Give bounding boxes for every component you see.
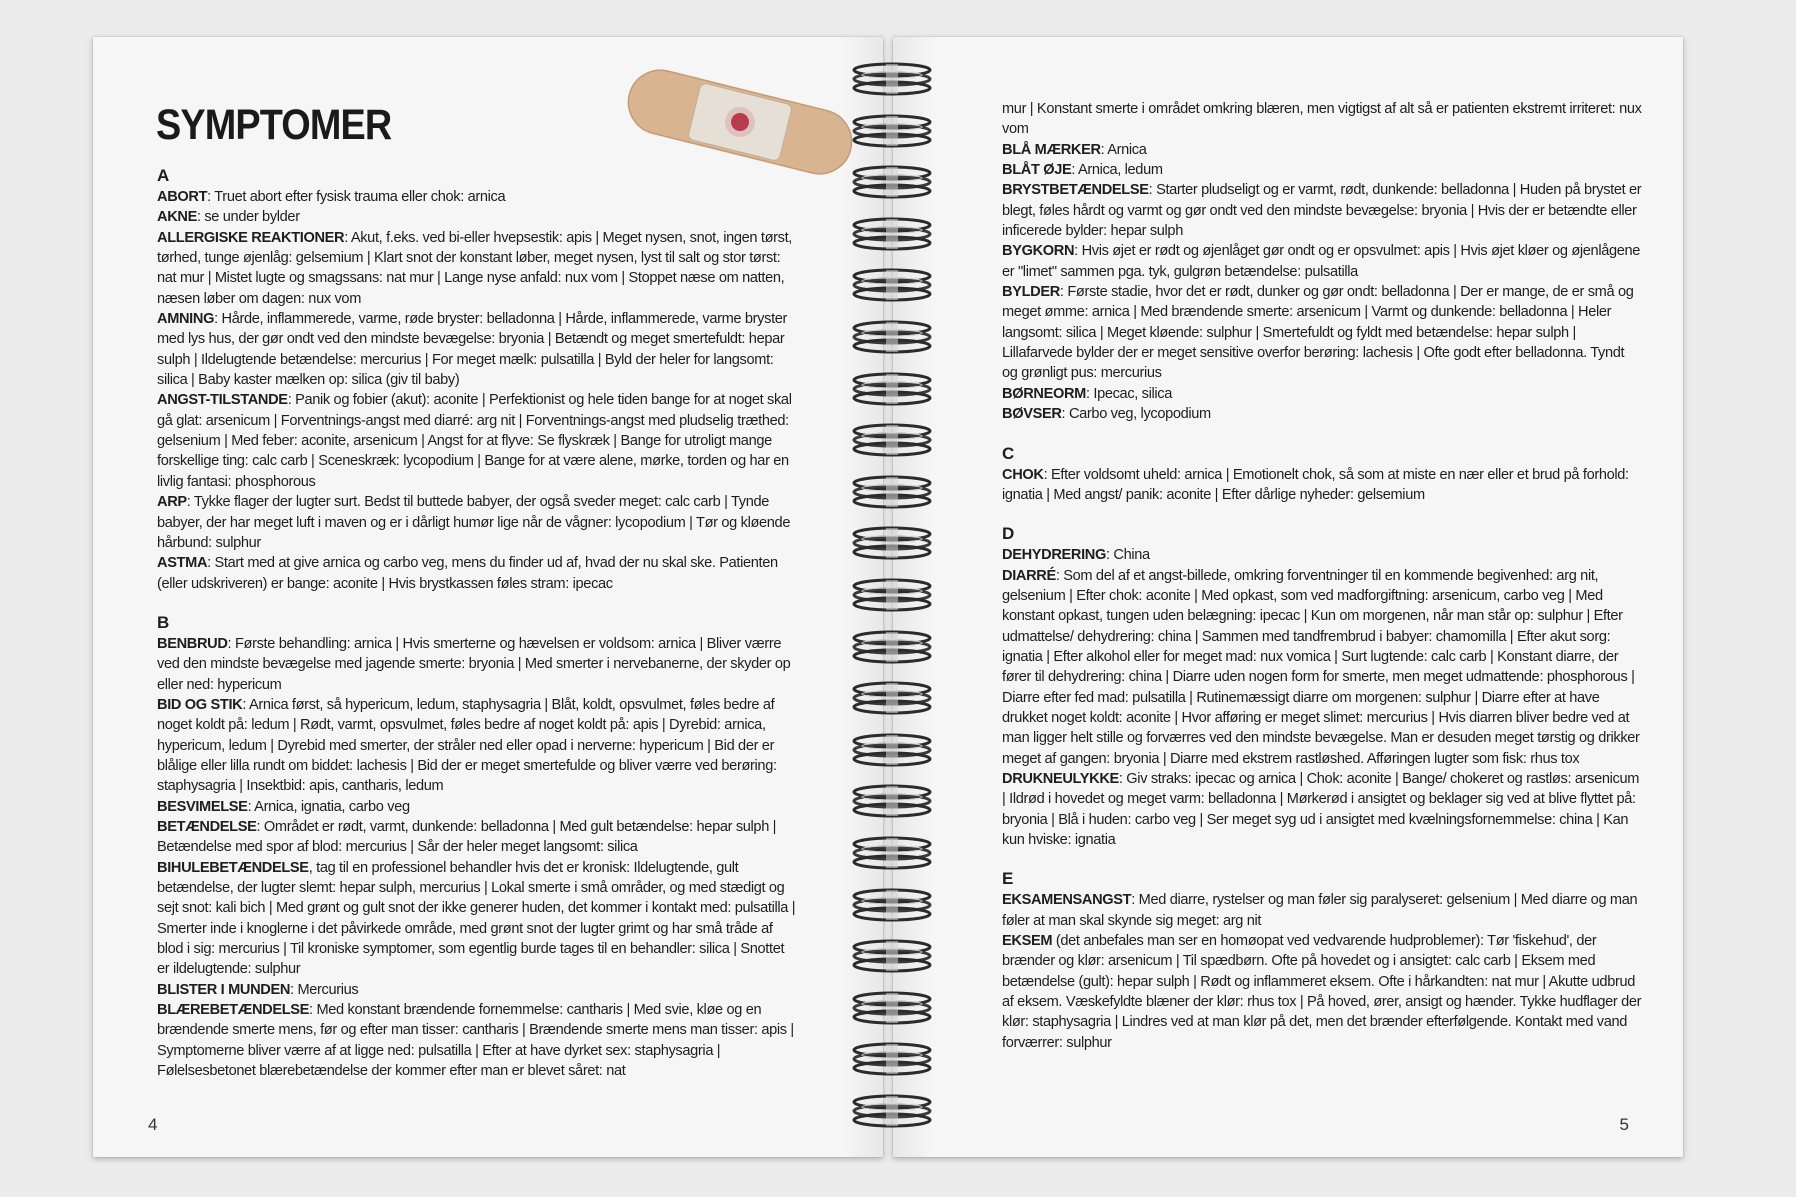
symptom-description: : Arnica først, så hypericum, ledum, staphysagria | Blåt, koldt, opsvulmet, føles bedre af noget koldt på: ledum | Rødt, varmt, opsvulmet, føles bedre af noget koldt på: apis | Dyrebid: arnica, hypericum, ledum | Dyrebid med smerter, der stråler ned eller opad i nerverne: hypericum | Bid der er blålige eller lilla rundt om biddet: lachesis | Bid der er meget smertefulde og bliver værre ved berøring: staphysagria | Insektbid: apis, cantharis, ledum	[157, 696, 777, 795]
spiral-ring	[852, 939, 932, 973]
symptom-entry	[1002, 890, 1642, 931]
symptom-entry	[157, 1000, 797, 1081]
left-page	[93, 37, 883, 1157]
symptom-description: : Hvis øjet er rødt og øjenlåget gør ondt og er opsvulmet: apis | Hvis øjet kløer og øjenlågene er "limet" sammen pga. tyk, gulgrøn betændelse: pulsatilla	[1002, 243, 1641, 280]
symptom-entry	[1002, 384, 1642, 404]
symptom-description: : Med konstant brændende fornemmelse: cantharis | Med svie, kløe og en brændende smerte mens, før og efter man tisser: cantharis | Brændende smerte mens man tisser: apis | Symptomerne bliver værre af at ligge ned: pulsatilla | Efter at have dyrket sex: staphysagria | Følelsesbetonet blærebetændelse der kommer efter man er blevet såret: nat	[157, 1002, 794, 1080]
symptom-description: : Arnica	[1100, 141, 1147, 158]
symptom-entry	[157, 980, 797, 1000]
symptom-term: BØVSER	[1002, 406, 1062, 423]
symptom-entry	[1002, 545, 1642, 565]
symptom-description: : Hårde, inflammerede, varme, røde bryster: belladonna | Hårde, inflammerede, varme bryster med lys hus, der gør ondt ved den mindste bevægelse: bryonia | Betændt og meget smertefuldt: hepar sulph | Ildelugtende betændelse: mercurius | For meget mælk: pulsatilla | Byld der heler for langsomt: silica | Baby kaster mælken op: silica (giv til baby)	[157, 311, 788, 389]
symptom-term: BENBRUD	[157, 635, 228, 652]
symptom-description: : Med diarre, rystelser og man føler sig paralyseret: gelsenium | Med diarre og man føler at man skal skynde sig meget: arg nit	[1002, 892, 1638, 929]
symptom-entry	[157, 492, 797, 553]
spiral-ring	[852, 1094, 932, 1128]
spiral-ring	[852, 372, 932, 406]
spiral-ring	[852, 526, 932, 560]
symptom-term: AKNE	[157, 209, 197, 226]
symptom-description: : Panik og fobier (akut): aconite | Perfektionist og hele tiden bange for at noget skal gå glat: arsenicum | Forventnings-angst med diarré: arg nit | Forventnings-angst med pludselig træthed: gelsenium | Med feber: aconite, arsenicum | Angst for at flyve: Se flyskræk | Bange for utroligt mange forskellige ting: calc carb | Sceneskræk: lycopodium | Bange for at være alene, mørke, torden og har en livlig fantasi: phosphorous	[157, 392, 792, 490]
symptom-entry	[1002, 931, 1642, 1053]
symptom-description: : Som del af et angst-billede, omkring forventninger til en kommende begivenhed: arg nit, gelsenium | Efter chok: aconite | Med opkast, som ved madforgiftning: arsenicum, carbo veg | Med konstant opkast, tungen uden belægning: ipecac | Kun om morgenen, når man står op: sulphur | Efter udmattelse/ dehydrering: china | Sammen med tandfrembrud i babyer: chamomilla | Efter akut sorg: ignatia | Efter alkohol eller for meget mad: nux vomica | Surt lugtende: calc carb | Konstant diarre, der fører til dehydrering: china | Diarre uden nogen form for smerte, men meget udmattende: phosphorous | Diarre efter fed mad: pulsatilla | Rutinemæssigt diarre om morgenen: sulphur | Diarre efter at have drukket noget koldt: aconite | Hvor afføring er meget slimet: mercurius | Hvis diarren bliver bedre ved at man ligger helt stille og forværres ved den mindste bevægelse. Man er desuden meget tørstig og drikker meget af gangen: bryonia | Diarre med ekstrem rastløshed. Afføringen lugter som fisk: rhus tox	[1002, 567, 1640, 767]
spiral-ring	[852, 217, 932, 251]
spiral-ring	[852, 630, 932, 664]
symptom-description: : Ipecac, silica	[1085, 385, 1173, 402]
symptom-entry	[157, 228, 797, 309]
symptom-description: : Arnica, ignatia, carbo veg	[247, 798, 410, 815]
spiral-ring	[852, 784, 932, 818]
symptom-entry	[157, 858, 797, 980]
bandage-illustration	[618, 52, 863, 192]
spiral-ring	[852, 114, 932, 148]
symptom-entry	[157, 207, 797, 227]
symptom-entry	[157, 553, 797, 594]
symptom-term: EKSEM	[1002, 933, 1053, 950]
spiral-ring	[852, 62, 932, 96]
symptom-term: DEHYDRERING	[1002, 547, 1106, 564]
symptom-description: : Start med at give arnica og carbo veg, mens du finder ud af, hvad der nu skal ske. Patienten (eller udskriveren) er bange: aconite | Hvis brystkassen føles stram: ipecac	[157, 555, 778, 592]
symptom-description: : Akut, f.eks. ved bi-eller hvepsestik: apis | Meget nysen, snot, ingen tørst, tørhed, tunge øjenlåg: gelsemium | Klart snot der konstant løber, meget nysen, lyst til salt og stor tørst: nat mur | Mistet lugte og smagssans: nat mur | Lange nyse anfald: nux vom | Stoppet næse om natten, næsen løber om dagen: nux vom	[157, 229, 793, 307]
section-letter: C	[1002, 443, 1014, 463]
spiral-ring	[852, 423, 932, 457]
spiral-ring	[852, 733, 932, 767]
symptom-description: : Mercurius	[290, 981, 359, 998]
symptom-term: BLÆREBETÆNDELSE	[157, 1002, 310, 1019]
symptom-description: : Tykke flager der lugter surt. Bedst til buttede babyer, der også sveder meget: calc carb | Tynde babyer, der har meget luft i maven og er i dårligt humør lige når de vågner: lycopodium | Tør og kløende hårbund: sulphur	[157, 494, 791, 551]
symptom-description: : Efter voldsomt uheld: arnica | Emotionelt chok, så som at miste en nær eller et brud på forhold: ignatia | Med angst/ panik: aconite | Efter dårlige nyheder: gelsemium	[1002, 466, 1629, 503]
symptom-entry	[157, 817, 797, 858]
spiral-ring	[852, 1042, 932, 1076]
section-letter: B	[157, 612, 169, 632]
symptom-description: : se under bylder	[196, 209, 300, 226]
symptom-term: EKSAMENSANGST	[1002, 892, 1132, 909]
symptom-entry	[157, 797, 797, 817]
symptom-entry	[157, 390, 797, 492]
symptom-description: : Området er rødt, varmt, dunkende: belladonna | Med gult betændelse: hepar sulph | Betændelse med spor af blod: mercurius | Sår der heler meget langsomt: silica	[157, 818, 777, 856]
symptom-entry	[1002, 769, 1642, 850]
spiral-ring	[852, 475, 932, 509]
section-letter: E	[1002, 869, 1013, 889]
symptom-term: AMNING	[157, 311, 215, 328]
symptom-term: BID OG STIK	[157, 696, 243, 713]
right-text-column	[1002, 99, 1642, 1053]
spiral-ring	[852, 888, 932, 922]
left-text-column	[157, 165, 797, 1081]
symptom-term: ASTMA	[157, 555, 208, 572]
continuation-text: mur | Konstant smerte i området omkring blæren, men vigtigst af alt så er patienten ekstremt irriteret: nux vom	[1002, 101, 1642, 138]
page-number-right: 5	[1619, 1115, 1629, 1134]
symptom-term: ALLERGISKE REAKTIONER	[157, 229, 345, 246]
symptom-description: : Truet abort efter fysisk trauma eller chok: arnica	[207, 189, 506, 205]
symptom-term: BRYSTBETÆNDELSE	[1002, 182, 1149, 199]
symptom-term: BIHULEBETÆNDELSE	[157, 859, 309, 876]
spiral-ring	[852, 165, 932, 199]
symptom-term: BØRNEORM	[1002, 385, 1086, 402]
symptom-description: : Første stadie, hvor det er rødt, dunker og gør ondt: belladonna | Der er mange, de er små og meget ømme: arnica | Med brændende smerte: arsenicum | Varmt og dunkende: belladonna | Heler langsomt: silica | Meget kløende: sulphur | Smertefuldt og fyldt med betændelse: hepar sulph | Lillafarvede bylder der er meget sensitive overfor berøring: lachesis | Ofte godt efter belladonna. Tyndt og grønligt pus: mercurius	[1002, 284, 1634, 382]
section-letter: D	[1002, 524, 1014, 544]
spiral-ring	[852, 991, 932, 1025]
symptom-term: BETÆNDELSE	[157, 818, 257, 835]
right-page	[893, 37, 1683, 1157]
symptom-term: BESVIMELSE	[157, 798, 248, 815]
symptom-description: : Carbo veg, lycopodium	[1061, 406, 1211, 423]
symptom-term: ARP	[157, 494, 187, 511]
symptom-entry	[1002, 282, 1642, 384]
spiral-ring	[852, 268, 932, 302]
symptom-entry	[1002, 241, 1642, 282]
symptom-description: : Arnica, ledum	[1071, 162, 1163, 179]
symptom-description: (det anbefales man ser en homøopat ved vedvarende hudproblemer): Tør 'fiskehud', der brænder og klør: arsenicum | Til spædbørn. Ofte på hovedet og i ansigtet: calc carb | Eksem med betændelse (gult): hepar sulph | Rødt og inflammeret eksem. Ofte i hårkandten: nat mur | Akutte udbrud af eksem. Væskefyldte blæner der klør: rhus tox | På hoved, ører, ansigt og hænder. Tykke hudflager der klør: staphysagria | Lindres ved at man klør på det, men det brænder efterfølgende. Kontakt med vand forværrer: sulphur	[1002, 933, 1642, 1051]
symptom-entry	[1002, 465, 1642, 506]
symptom-entry	[157, 309, 797, 390]
symptom-term: BYGKORN	[1002, 243, 1075, 260]
page-number-left: 4	[148, 1115, 158, 1134]
symptom-description: , tag til en professionel behandler hvis det er kronisk: Ildelugtende, gult betændelse, der lugter slemt: hepar sulph, mercurius | Lokal smerte i små områder, og med stædigt og sejt snot: kali bich | Med grønt og gult snot der ikke generer huden, det kommer i kontakt med: pulsatilla | Smerter inde i knoglerne i det påvirkede område, med grønt snot der lugter grimt og har små tråde af blod i sig: mercurius | Til kroniske symptomer, som egentlig burde tages til en behandler: silica | Snottet er ildelugtende: sulphur	[157, 859, 796, 978]
symptom-description: : Første behandling: arnica | Hvis smerterne og hævelsen er voldsom: arnica | Bliver værre ved den mindste bevægelse med jagende smerte: bryonia | Med smerter i nervebanerne, der skyder op eller ned: hypericum	[157, 635, 791, 693]
symptom-term: DRUKNEULYKKE	[1002, 770, 1119, 787]
spiral-ring	[852, 578, 932, 612]
symptom-entry	[1002, 140, 1642, 160]
page-title: SYMPTOMER	[156, 101, 392, 149]
spiral-ring	[852, 681, 932, 715]
symptom-term: ANGST-TILSTANDE	[157, 392, 288, 409]
symptom-term: BLÅ MÆRKER	[1002, 141, 1101, 158]
spiral-ring	[852, 320, 932, 354]
symptom-entry	[1002, 160, 1642, 180]
spiral-binding	[852, 62, 932, 1132]
symptom-description: : Giv straks: ipecac og arnica | Chok: aconite | Bange/ chokeret og rastløs: arsenicum | Ildrød i hovedet og meget varm: belladonna | Mørkerød i ansigtet og beklager sig ved at blive flyttet på: bryonia | Blå i huden: carbo veg | Ser meget syg ud i ansigtet med kvælningsfornemmelse: china | Kan kun hviske: ignatia	[1002, 770, 1640, 848]
section-letter: A	[157, 166, 169, 185]
symptom-term: CHOK	[1002, 466, 1044, 483]
symptom-term: BLÅT ØJE	[1002, 162, 1072, 179]
spiral-ring	[852, 836, 932, 870]
symptom-description: : Starter pludseligt og er varmt, rødt, dunkende: belladonna | Huden på brystet er blegt, føles hårdt og varmt og gør ondt ved den mindste bevægelse: bryonia | Hvis der er betændte eller inficerede bylder: hepar sulph	[1002, 182, 1642, 240]
symptom-term: BYLDER	[1002, 284, 1060, 301]
symptom-entry	[1002, 566, 1642, 769]
symptom-entry	[157, 695, 797, 797]
symptom-term: ABORT	[157, 189, 208, 205]
symptom-description: : China	[1106, 547, 1150, 564]
symptom-term: BLISTER I MUNDEN	[157, 981, 291, 998]
symptom-entry	[1002, 404, 1642, 424]
symptom-term: DIARRÉ	[1002, 567, 1056, 584]
symptom-entry	[1002, 180, 1642, 241]
symptom-entry	[157, 634, 797, 695]
